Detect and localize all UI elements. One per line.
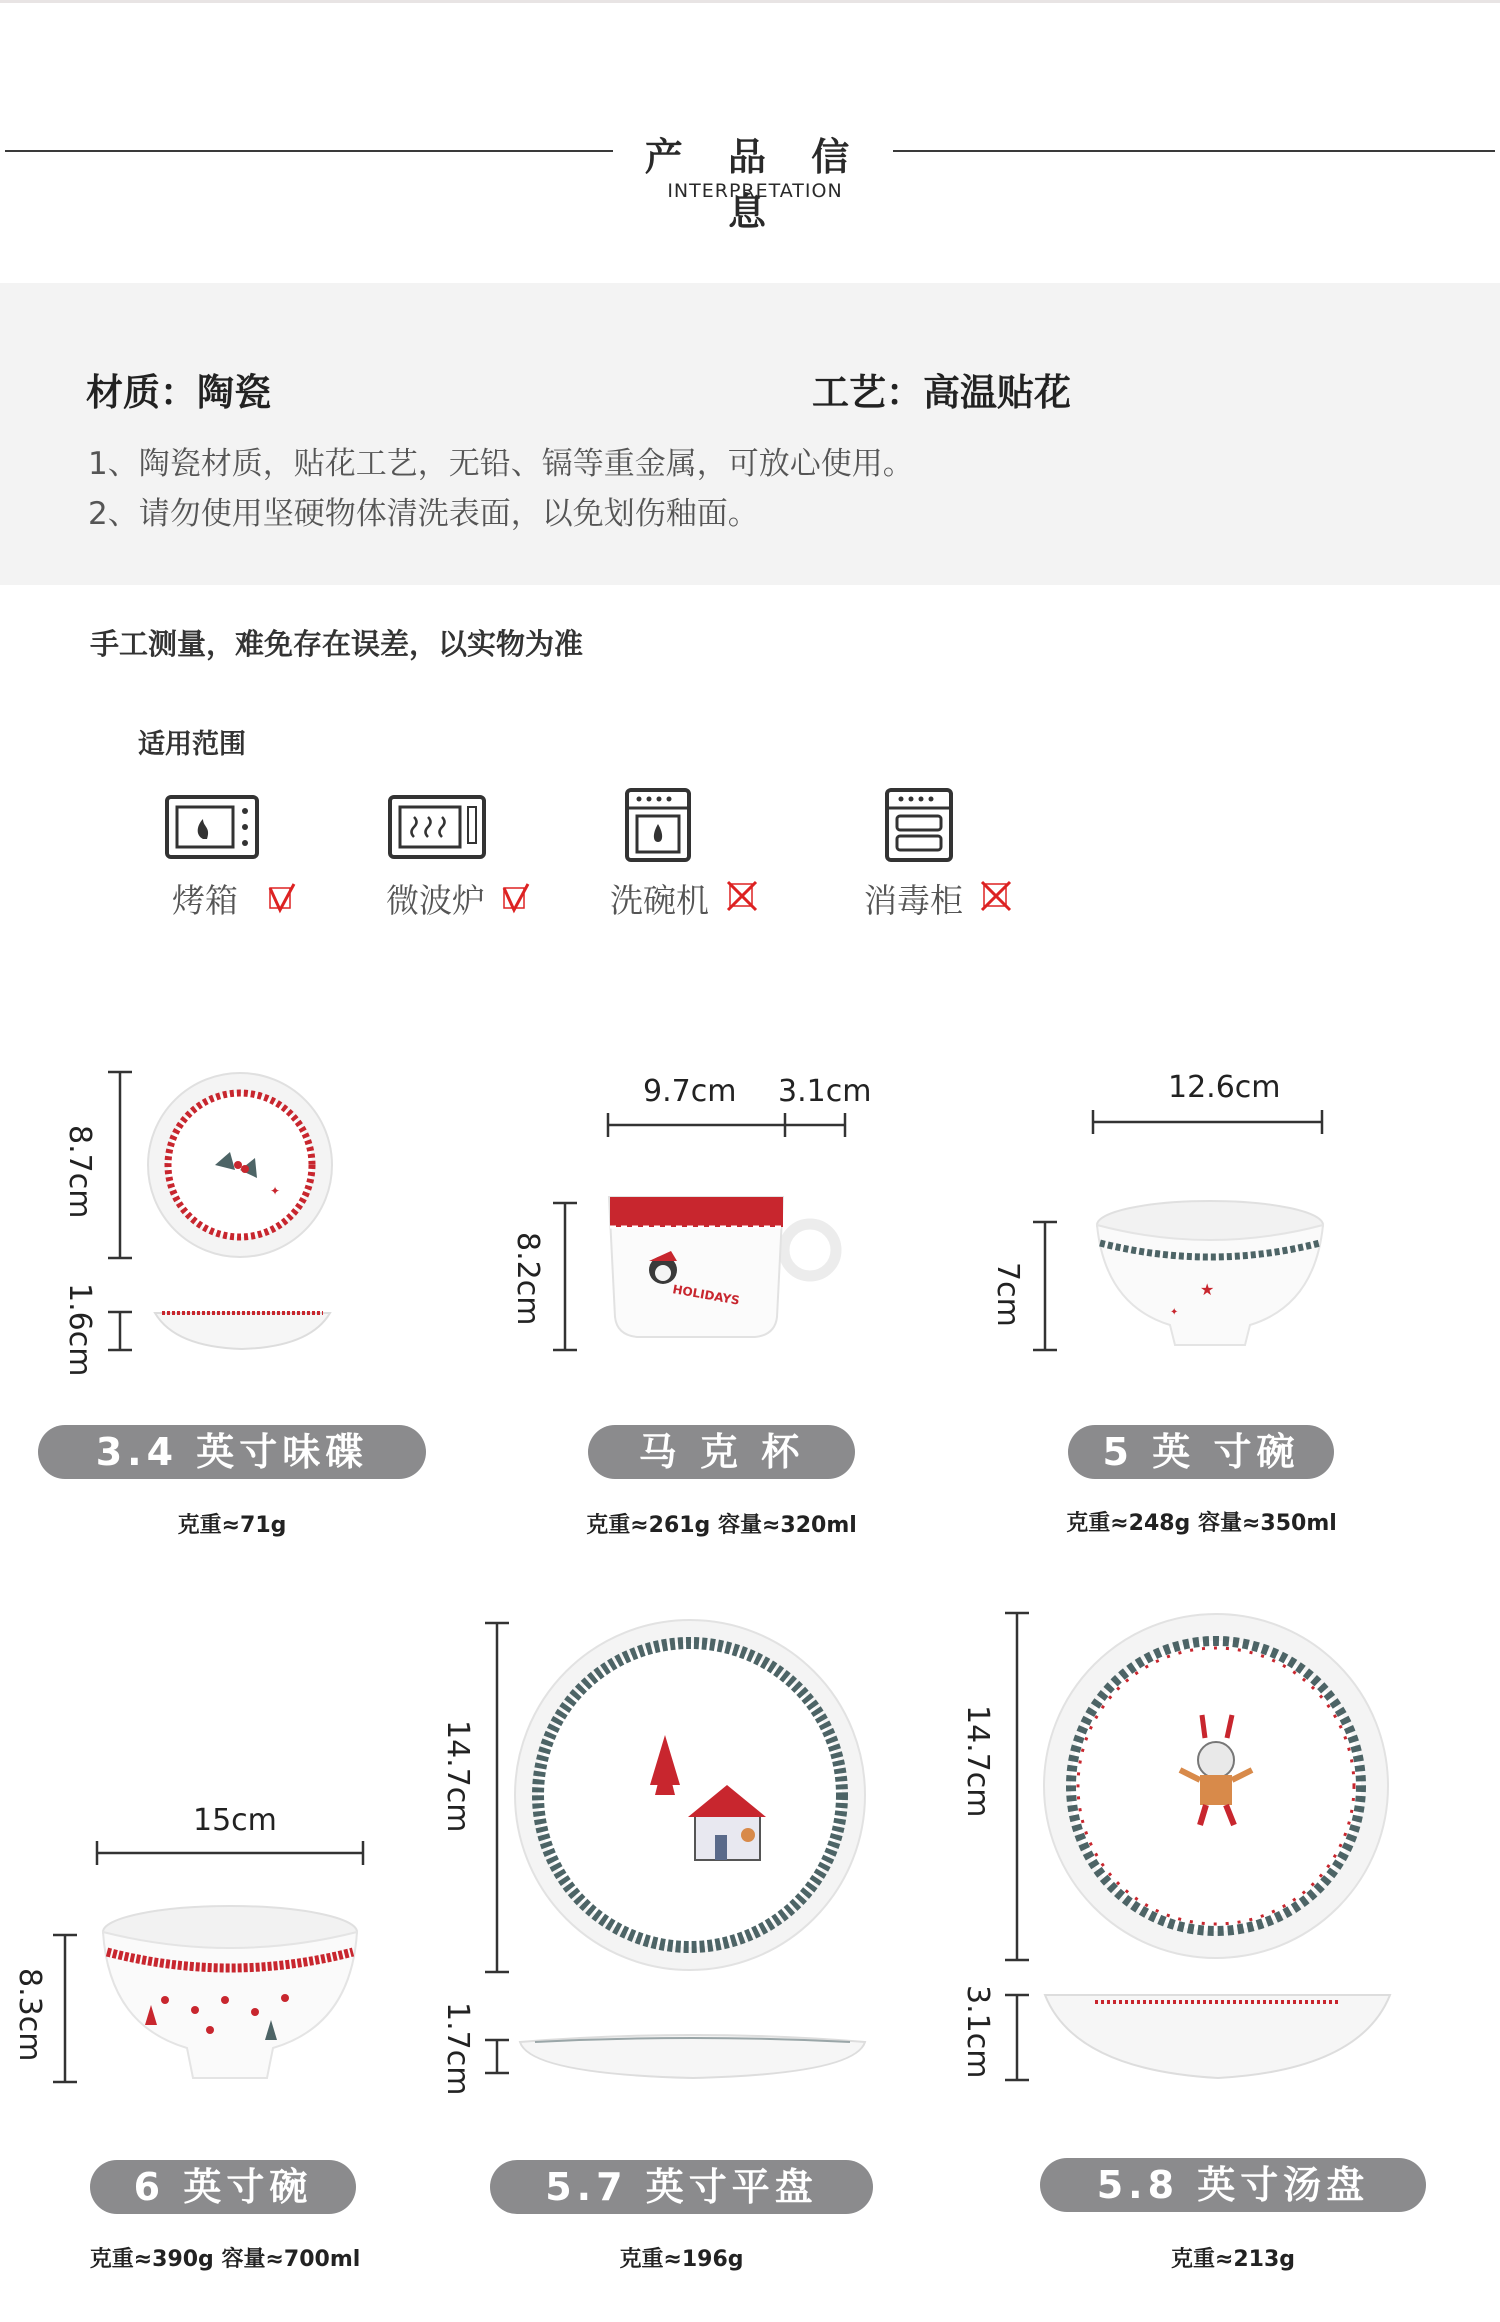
product-name-pill: 马 克 杯 — [588, 1425, 855, 1479]
plate-side-image — [515, 2030, 870, 2085]
usage-label-microwave: 微波炉 — [386, 881, 485, 920]
svg-text:✦: ✦ — [1170, 1307, 1179, 1318]
bowl5-image — [1090, 1195, 1330, 1360]
soup-plate-side-image — [1040, 1990, 1395, 2085]
measure-note: 手工测量，难免存在误差，以实物为准 — [90, 627, 584, 661]
dim-label: 8.7cm — [62, 1125, 97, 1219]
craft-label: 工艺：高温贴花 — [812, 371, 1071, 414]
dim-label: 14.7cm — [960, 1705, 995, 1818]
info-note-2: 2、请勿使用坚硬物体清洗表面，以免划伤釉面。 — [88, 496, 759, 532]
product-name-pill: 5 英 寸碗 — [1068, 1425, 1334, 1479]
usage-label-oven: 烤箱 — [172, 881, 238, 920]
bowl6-image — [95, 1900, 365, 2085]
dim-label: 1.7cm — [440, 2002, 475, 2096]
section-subtitle: INTERPRETATION — [667, 180, 843, 202]
dim-label: 12.6cm — [1168, 1070, 1281, 1105]
product-spec: 克重≈261g 容量≈320ml — [586, 1513, 857, 1538]
product-name-pill: 6 英寸碗 — [90, 2160, 356, 2214]
dish-top-image — [145, 1070, 335, 1260]
product-spec: 克重≈71g — [177, 1513, 287, 1538]
product-name-pill: 5.8 英寸汤盘 — [1040, 2158, 1426, 2212]
usage-label-sterilizer: 消毒柜 — [864, 881, 963, 920]
material-label: 材质：陶瓷 — [86, 371, 271, 414]
dim-label: 15cm — [193, 1803, 277, 1838]
soup-plate-top-image — [1040, 1610, 1392, 1962]
dim-label: 8.2cm — [510, 1232, 545, 1326]
product-name-pill: 3.4 英寸味碟 — [38, 1425, 426, 1479]
svg-text:★: ★ — [1200, 1280, 1215, 1299]
info-note-1: 1、陶瓷材质，贴花工艺，无铅、镉等重金属，可放心使用。 — [88, 446, 914, 482]
mug-text: HOLIDAYS — [671, 1282, 741, 1308]
dim-label: 14.7cm — [440, 1720, 475, 1833]
product-spec: 克重≈196g — [619, 2247, 744, 2272]
section-title: 产 品 信 息 — [644, 135, 866, 234]
dim-label: 3.1cm — [960, 1985, 995, 2079]
usage-title: 适用范围 — [138, 729, 246, 760]
product-spec: 克重≈213g — [1170, 2247, 1296, 2272]
product-spec: 克重≈248g 容量≈350ml — [1066, 1511, 1337, 1536]
dim-label: 3.1cm — [778, 1074, 872, 1109]
product-spec: 克重≈390g 容量≈700ml — [89, 2247, 361, 2272]
dish-side-image — [150, 1305, 335, 1355]
svg-text:✦: ✦ — [270, 1184, 281, 1198]
dim-label: 1.6cm — [62, 1283, 97, 1377]
dim-label: 9.7cm — [643, 1074, 737, 1109]
product-name-pill: 5.7 英寸平盘 — [490, 2160, 873, 2214]
mug-image — [605, 1185, 845, 1357]
dim-label: 7cm — [990, 1262, 1025, 1327]
usage-label-dishwasher: 洗碗机 — [610, 881, 709, 920]
plate-top-image — [510, 1615, 870, 1975]
dim-label: 8.3cm — [12, 1968, 47, 2062]
